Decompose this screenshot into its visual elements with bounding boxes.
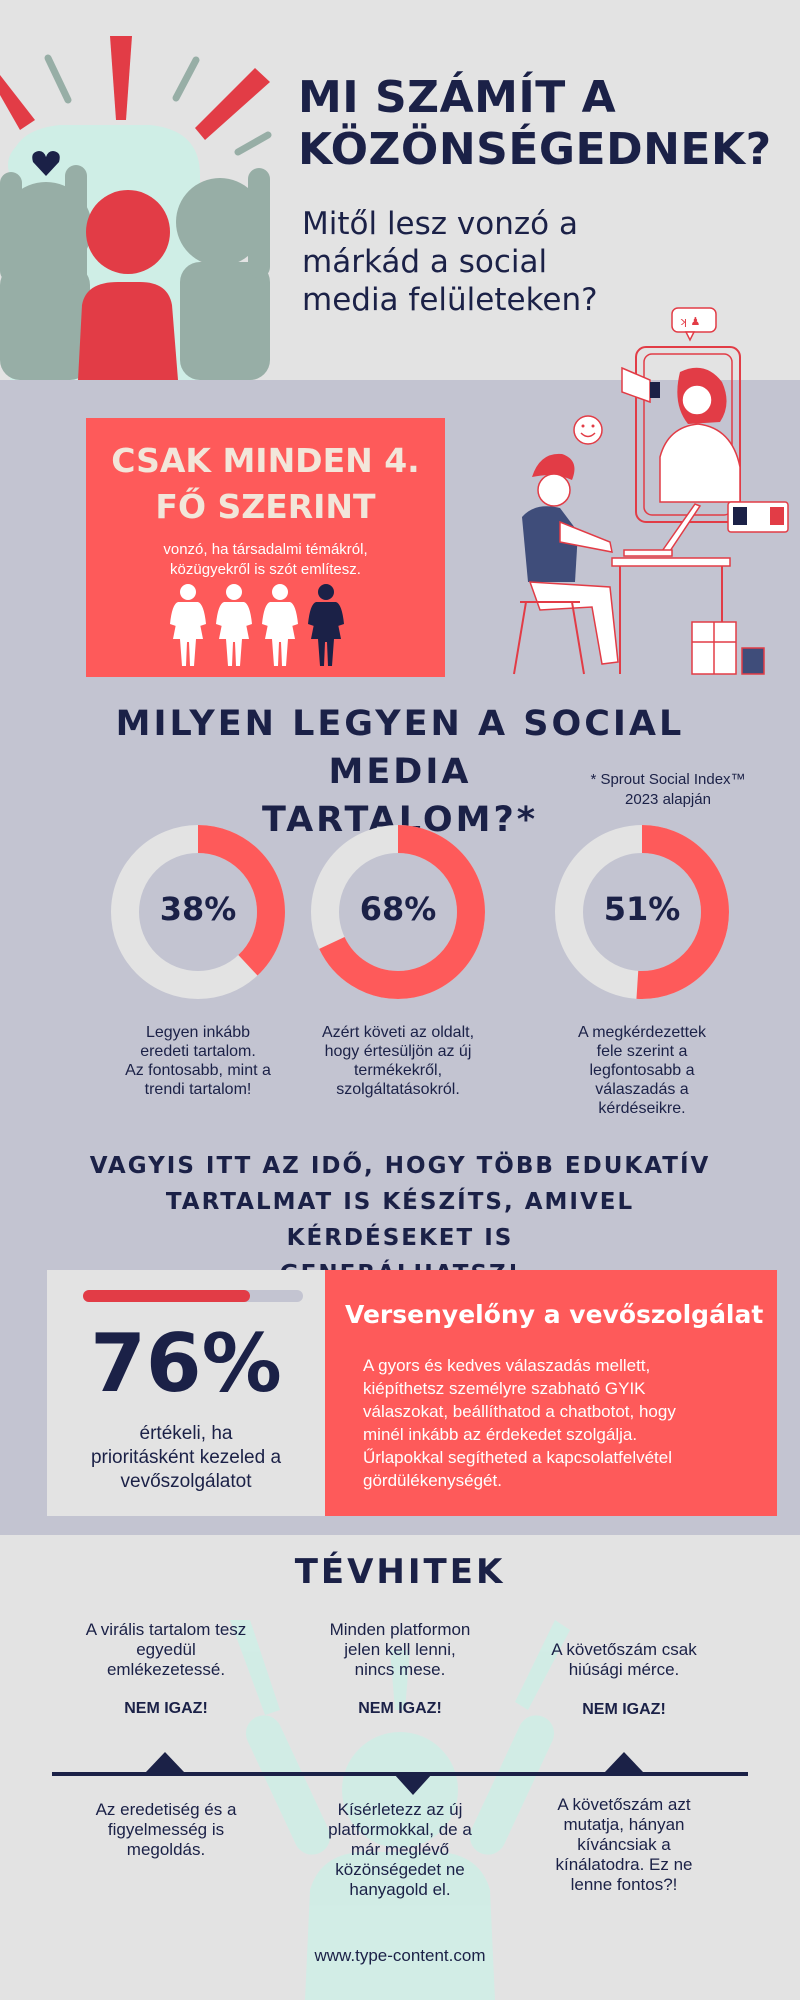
main-title-line2: KÖZÖNSÉGEDNEK? [298, 124, 772, 175]
myth-2-false-label: NEM IGAZ! [358, 1700, 442, 1717]
red-ray-left [0, 75, 35, 130]
customer-service-text [363, 1354, 753, 1492]
answer-line: már meglévő [350, 1840, 450, 1859]
stat-text-line2: közügyekről is szót említesz. [170, 561, 361, 578]
customer-service-title: Versenyelőny a vevőszolgálat [345, 1300, 764, 1329]
myth-3-text [524, 1640, 724, 1680]
main-title-line1: MI SZÁMÍT A [298, 72, 617, 123]
main-subtitle-line3: media felületeken? [302, 282, 598, 318]
call-to-action-line1: VAGYIS ITT AZ IDŐ, HOGY TÖBB EDUKATÍV [89, 1153, 711, 1179]
myth-1-false-label: NEM IGAZ! [124, 1700, 208, 1717]
myth-line: emlékezetessé. [106, 1660, 226, 1679]
content-section-title-line1: MILYEN LEGYEN A SOCIAL MEDIA [115, 704, 685, 792]
donut-caption [308, 1023, 488, 1099]
stat-headline-line1: CSAK MINDEN 4. [111, 441, 420, 480]
donut-caption-line: szolgáltatásokról. [336, 1081, 460, 1098]
answer-line: figyelmesség is [107, 1820, 225, 1839]
answer-line: kínálatodra. Ez ne [555, 1855, 693, 1874]
person-icon [216, 584, 252, 666]
person-icon [262, 584, 298, 666]
myth-line: Minden platformon [329, 1620, 471, 1639]
content-section-title-line2: TARTALOM?* [261, 800, 539, 840]
sage-arm-left [0, 172, 22, 282]
progress-bar-fill [83, 1290, 250, 1302]
triangle-down-icon [394, 1774, 432, 1795]
donut-caption-line: eredeti tartalom. [140, 1043, 256, 1060]
sage-arm-left2 [65, 165, 87, 285]
donut-caption-line: Azért követi az oldalt, [321, 1024, 475, 1041]
donut-caption-line: Legyen inkább [145, 1024, 251, 1041]
footer-url: www.type-content.com [314, 1946, 486, 1965]
stat-text-line1: vonzó, ha társadalmi témákról, [163, 541, 368, 558]
donut-caption-line: A megkérdezettek [577, 1024, 707, 1041]
progress-bar [83, 1290, 303, 1302]
smiley-icon [574, 416, 602, 444]
donut-caption-line: legfontosabb a [589, 1062, 695, 1079]
red-body [78, 282, 178, 380]
person-icon-highlighted [308, 584, 344, 666]
office-illustration [500, 302, 800, 682]
answer-line: hanyagold el. [349, 1880, 451, 1899]
people-icons [166, 584, 366, 669]
customer-service-panel [325, 1270, 777, 1516]
customer-service-stat [47, 1270, 325, 1516]
myth-3-false-label: NEM IGAZ! [582, 1701, 666, 1718]
small-gift-icon [742, 648, 764, 674]
myth-2-answer [300, 1800, 500, 1900]
answer-line: A követőszám azt [557, 1795, 691, 1814]
triangle-up-icon [146, 1752, 184, 1772]
myth-1-text [66, 1620, 266, 1680]
big-percent: 76% [90, 1317, 282, 1410]
answer-line: megoldás. [126, 1840, 206, 1859]
percent-caption [67, 1422, 305, 1494]
answer-line: lenne fontos?! [570, 1875, 678, 1894]
sage-ray [238, 135, 268, 152]
donut-caption-line: trendi tartalom! [144, 1081, 252, 1098]
man-face [538, 474, 570, 506]
donut-caption-line: fele szerint a [596, 1043, 688, 1060]
triangle-up-icon [605, 1752, 643, 1772]
donut-percent-label: 38% [159, 890, 237, 928]
myths-title: TÉVHITEK [294, 1552, 506, 1592]
sage-ray [176, 60, 196, 98]
man-legs [530, 582, 618, 664]
source-note-line1: * Sprout Social Index™ [590, 771, 746, 788]
main-subtitle-line2: márkád a social [302, 244, 548, 280]
donut-caption-line: Az fontosabb, mint a [125, 1062, 271, 1079]
stat-headline [86, 438, 445, 530]
megaphone-handle [650, 382, 660, 398]
cs-text-line: minél inkább az érdekedet szolgálja. [363, 1425, 638, 1444]
stat-headline-line2: FŐ SZERINT [155, 487, 376, 526]
sage-body-right [180, 262, 270, 380]
donut-caption-line: termékekről, [353, 1062, 443, 1079]
main-title [298, 72, 778, 176]
red-ray-center [110, 36, 132, 120]
cs-text-line: A gyors és kedves válaszadás mellett, [363, 1356, 651, 1375]
call-to-action-line2: TARTALMAT IS KÉSZÍTS, AMIVEL KÉRDÉSEKET IS [165, 1189, 635, 1251]
myth-3-answer [524, 1795, 724, 1895]
sage-ray [48, 58, 68, 100]
percent-caption-line1: értékeli, ha [139, 1423, 233, 1444]
answer-line: Az eredetiség és a [95, 1800, 237, 1819]
sage-arm-right [248, 168, 270, 278]
donut-caption [552, 1023, 732, 1118]
percent-caption-line3: vevőszolgálatot [120, 1471, 252, 1492]
answer-line: Kísérletezz az új [337, 1800, 463, 1819]
woman-body [660, 424, 740, 502]
red-ray-right [195, 68, 270, 140]
cs-text-line: kiépíthetsz személyre szabható GYIK [363, 1379, 646, 1398]
myth-line: nincs mese. [354, 1660, 446, 1679]
person-icon [170, 584, 206, 666]
red-head [86, 190, 170, 274]
myth-1-answer [66, 1800, 266, 1860]
myth-line: hiúsági mérce. [568, 1660, 680, 1679]
donut-caption-line: válaszadás a [595, 1081, 689, 1098]
answer-line: közönségedet ne [335, 1860, 465, 1879]
source-note-line2: 2023 alapján [625, 791, 711, 808]
donut-caption-line: kérdéseikre. [598, 1100, 686, 1117]
timeline-markers [0, 1745, 800, 1805]
stat-text [116, 540, 415, 580]
donut-percent-label: 51% [603, 890, 681, 928]
source-note [568, 770, 768, 810]
donut-caption-line: hogy értesüljön az új [324, 1043, 472, 1060]
speech-bubble-tail [686, 332, 694, 340]
myth-line: A követőszám csak [551, 1640, 697, 1659]
main-subtitle-line1: Mitől lesz vonzó a [302, 206, 578, 242]
donut-percent-label: 68% [359, 890, 437, 928]
answer-line: kíváncsiak a [577, 1835, 671, 1854]
desk-top [612, 558, 730, 566]
woman-face [682, 385, 712, 415]
svg-text:ʞ ♟: ʞ ♟ [679, 315, 701, 328]
percent-caption-line2: prioritásként kezeled a [90, 1447, 282, 1468]
donut-caption [108, 1023, 288, 1099]
myth-line: egyedül [136, 1640, 196, 1659]
answer-line: platformokkal, de a [328, 1820, 472, 1839]
quarter-stat-box [86, 418, 445, 677]
answer-line: mutatja, hányan [563, 1815, 685, 1834]
myth-2-text [300, 1620, 500, 1680]
cs-text-line: válaszokat, beállíthatod a chatbotot, hogy [363, 1402, 676, 1421]
cs-text-line: gördülékenységét. [363, 1471, 502, 1490]
cs-text-line: Űrlapokkal segítheted a kapcsolatfelvétel [363, 1448, 673, 1467]
myth-line: jelen kell lenni, [344, 1640, 456, 1659]
laptop-icon [660, 504, 700, 554]
myth-line: A virális tartalom tesz [85, 1620, 247, 1639]
celebrating-crowd-illustration [0, 0, 280, 380]
